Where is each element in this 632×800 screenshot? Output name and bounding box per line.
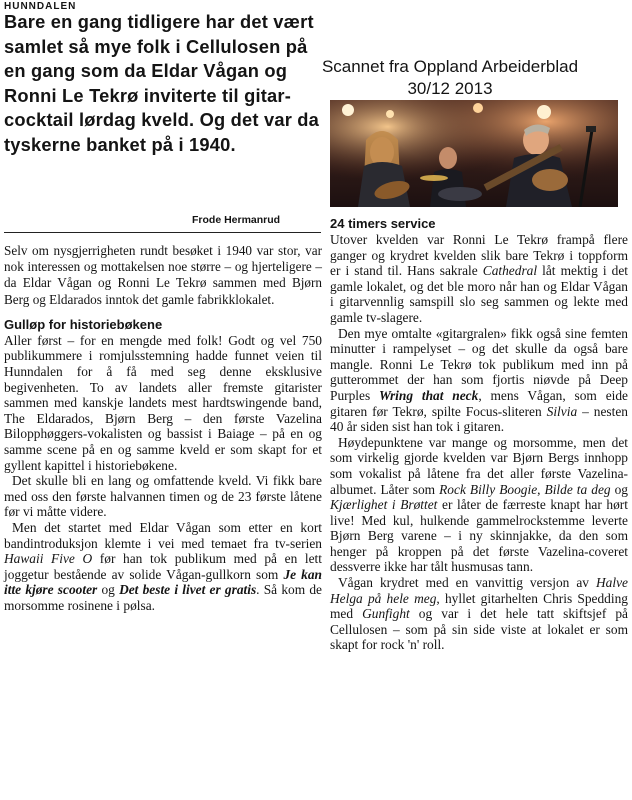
right-paragraph-4: Vågan krydret med en vanvittig versjon av Halve Helga på hele meg, hyllet gitarhelten Chris Spedding med Gunfight og var i det hele tatt skiftsjef på Cellulosen – som på sin side viste at lokalet er som skapt for rock 'n' roll. (330, 575, 628, 653)
right-paragraph-3: Høydepunktene var mange og morsomme, men det som virkelig gjorde kvelden var Bjørn Bergs innhopp som vokalist på låtene fra det aller første Vazelina-albumet. Låter som Rock Billy Boogie, Bilde ta deg og Kjærlighet i Brøttet er låter de færreste knapt har hørt live! Med kul, hulkende gammelrockstemme leverte Bjørn Berg varene – i ny skinnjakke, da den som henger på kroppen på det første Vazelina-coveret dessverre ikke har tålt husmusas tann. (330, 434, 629, 575)
section-kicker: HUNNDALEN (4, 1, 77, 12)
headline: Bare en gang tidligere har det vært samlet så mye folk i Cellulosen på en gang som da Eldar Vågan og Ronni Le Tekrø inviterte til gitar-cocktail lørdag kveld. Og det var da tyskerne banket på i 1940. (4, 11, 320, 155)
left-paragraph-3: Men det startet med Eldar Vågan som etter en kort bandintroduksjon klemte i vei med temaet fra tv-serien Hawaii Five O før han tok publikum med på en lett joggetur bestående av solide Vågan-gullkorn som Je kan itte kjøre scooter og Det beste i livet er gratis. Så kom de morsomme rosinene i pølsa. (4, 519, 323, 613)
scan-date-line: 30/12 2013 (407, 79, 493, 98)
left-paragraph-2: Det skulle bli en lang og omfattende kveld. Vi fikk bare med oss den første halvannen timen og de 23 første låtene før vi måtte videre. (4, 473, 322, 520)
left-paragraph-1: Aller først – for en mengde med folk! Godt og vel 750 publikummere i romjulsstemning hadde funnet veien til Hunndalen for å få med seg denne eksklusive begivenheten. To av landets aller fremste gitarister sammen med kanskje landets mest hardtswingende band, The Eldarados, Bjørn Berg – den første Vazelina Bilopphøggers-vokalisten og bassist i Baiage – på en og samme scene på en og samme kveld er som skapt for et gyllent kapittel i historiebøkene. (4, 332, 322, 473)
intro-paragraph: Selv om nysgjerrigheten rundt besøket i 1940 var stor, var nok interessen og mottakelsen noe større – og hjerteligere – da Eldar Vågan og Ronni Le Tekrø sammen med Bjørn Berg og Eldarados inntok det gamle fabrikklokalet. (4, 243, 322, 307)
scan-source-line: Scannet fra Oppland Arbeiderblad (321, 57, 579, 76)
left-column (4, 243, 322, 614)
concert-photo (330, 100, 618, 207)
right-paragraph-2: Den mye omtalte «gitargralen» fikk også sine femten minutter i rampelyset – og det skulle da også bare mangle. Ronni Le Tekrø tok publikum med inn på gutterommet der han som fjortis niøvde på Deep Purples Wring that neck, mens Vågan, som eide gitaren før Tekrø, spilte Focus-sliteren Silvia – nesten 40 år siden sist han tok i gitaren. (330, 325, 629, 435)
scan-source-note (300, 56, 600, 100)
right-column (330, 216, 628, 653)
divider-rule (4, 232, 321, 233)
right-paragraph-1: Utover kvelden var Ronni Le Tekrø frampå flere ganger og krydret kvelden slik bare Tekrø i toppform er i stand til. Hans sakrale Cathedral låt mektig i det gamle lokalet, og det ble moro når han og Eldar Vågan i gitarvennlig samspill slo seg sammen og lekte med gamle tv-slagere. (330, 232, 629, 325)
byline: Frode Hermanrud (192, 214, 281, 226)
left-subhead: Gulløp for historiebøkene (4, 316, 163, 332)
right-subhead: 24 timers service (330, 216, 436, 231)
